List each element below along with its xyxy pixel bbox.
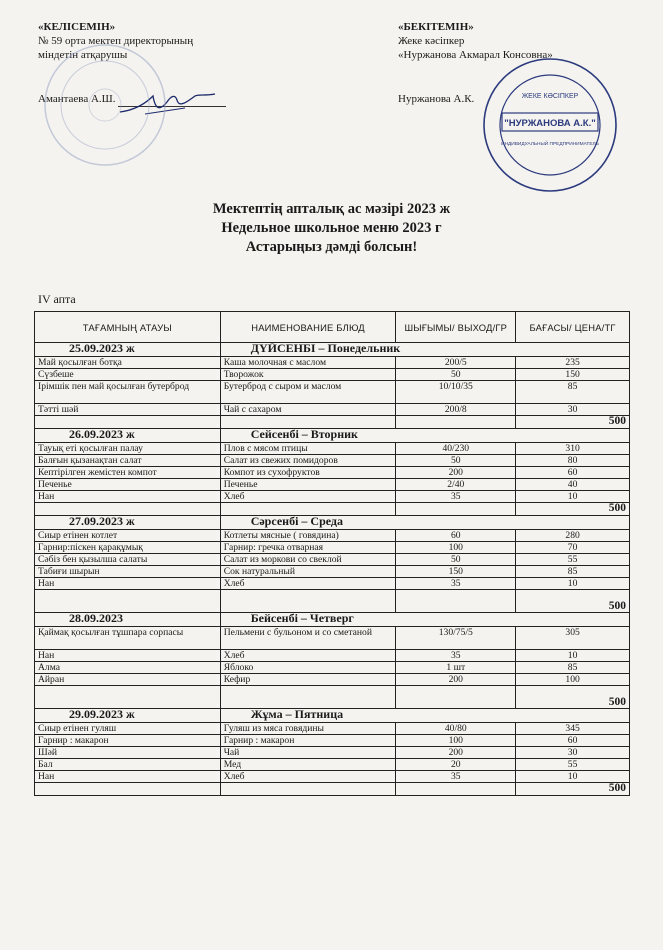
item-ru-name: Пельмени с бульоном и со сметаной: [220, 627, 396, 650]
empty-cell: [35, 686, 221, 709]
menu-title: [0, 200, 663, 257]
item-kz-name: Балғын қызанақтан салат: [35, 455, 221, 467]
approval-left-line2: міндетін атқарушы: [38, 49, 128, 61]
item-ru-name: Каша молочная с маслом: [220, 357, 396, 369]
item-price: 10: [516, 491, 630, 503]
day-total: 500: [516, 783, 630, 796]
item-price: 60: [516, 467, 630, 479]
item-output: 50: [396, 554, 516, 566]
item-output: 100: [396, 542, 516, 554]
day-date: 26.09.2023 ж: [35, 429, 221, 443]
table-row: [35, 467, 630, 479]
item-ru-name: Компот из сухофруктов: [220, 467, 396, 479]
approval-right-line1: Жеке кәсіпкер: [398, 35, 465, 47]
item-price: 345: [516, 723, 630, 735]
day-header-row: [35, 613, 630, 627]
title-line-wish: Астарыңыз дәмді болсын!: [245, 239, 418, 255]
item-price: 235: [516, 357, 630, 369]
empty-cell: [396, 416, 516, 429]
item-kz-name: Алма: [35, 662, 221, 674]
item-kz-name: Нан: [35, 650, 221, 662]
item-ru-name: Хлеб: [220, 650, 396, 662]
item-output: 50: [396, 369, 516, 381]
item-kz-name: Ірімшік пен май қосылған бутерброд: [35, 381, 221, 404]
table-row: [35, 566, 630, 578]
item-ru-name: Бутерброд с сыром и маслом: [220, 381, 396, 404]
item-output: 200/5: [396, 357, 516, 369]
table-row: [35, 735, 630, 747]
item-kz-name: Кептірілген жемістен компот: [35, 467, 221, 479]
day-name: Жұма – Пятница: [220, 709, 629, 723]
item-ru-name: Печенье: [220, 479, 396, 491]
table-row: [35, 530, 630, 542]
item-ru-name: Хлеб: [220, 491, 396, 503]
item-output: 200: [396, 467, 516, 479]
table-header-row: [35, 312, 630, 343]
table-row: [35, 381, 630, 404]
header-price: БАҒАСЫ/ ЦЕНА/ТГ: [516, 312, 630, 343]
table-row: [35, 747, 630, 759]
item-output: 200: [396, 747, 516, 759]
day-name: Сәрсенбі – Среда: [220, 516, 629, 530]
empty-cell: [220, 783, 396, 796]
item-price: 60: [516, 735, 630, 747]
item-output: 50: [396, 455, 516, 467]
item-price: 30: [516, 747, 630, 759]
empty-cell: [396, 503, 516, 516]
day-date: 25.09.2023 ж: [35, 343, 221, 357]
item-ru-name: Котлеты мясные ( говядина): [220, 530, 396, 542]
table-row: [35, 479, 630, 491]
item-price: 85: [516, 662, 630, 674]
approval-left-head: «КЕЛІСЕМІН»: [38, 21, 116, 33]
table-row: [35, 443, 630, 455]
item-price: 10: [516, 650, 630, 662]
approval-left-line1: № 59 орта мектеп директорының: [38, 35, 194, 47]
item-kz-name: Тауық еті қосылған палау: [35, 443, 221, 455]
item-kz-name: Нан: [35, 491, 221, 503]
item-kz-name: Май қосылған ботқа: [35, 357, 221, 369]
empty-cell: [396, 686, 516, 709]
item-price: 70: [516, 542, 630, 554]
item-ru-name: Гарнир : макарон: [220, 735, 396, 747]
item-ru-name: Салат из свежих помидоров: [220, 455, 396, 467]
item-output: 35: [396, 491, 516, 503]
item-ru-name: Хлеб: [220, 578, 396, 590]
item-output: 40/80: [396, 723, 516, 735]
table-row: [35, 674, 630, 686]
item-price: 55: [516, 554, 630, 566]
item-price: 30: [516, 404, 630, 416]
day-total: 500: [516, 590, 630, 613]
item-output: 10/10/35: [396, 381, 516, 404]
table-row: [35, 404, 630, 416]
item-ru-name: Салат из моркови со свеклой: [220, 554, 396, 566]
item-price: 80: [516, 455, 630, 467]
title-line-ru: Недельное школьное меню 2023 г: [221, 220, 442, 236]
item-ru-name: Гарнир: гречка отварная: [220, 542, 396, 554]
empty-cell: [35, 590, 221, 613]
item-kz-name: Қаймақ қосылған тұшпара сорпасы: [35, 627, 221, 650]
day-header-row: [35, 343, 630, 357]
item-kz-name: Сиыр етінен котлет: [35, 530, 221, 542]
item-ru-name: Сок натуральный: [220, 566, 396, 578]
table-row: [35, 554, 630, 566]
approval-left-name: Амантаева А.Ш.: [38, 93, 116, 105]
approval-right-head: «БЕКІТЕМІН»: [398, 21, 474, 33]
table-row: [35, 455, 630, 467]
item-kz-name: Нан: [35, 578, 221, 590]
item-output: 35: [396, 771, 516, 783]
table-row: [35, 771, 630, 783]
table-row: [35, 723, 630, 735]
item-kz-name: Сиыр етінен гуляш: [35, 723, 221, 735]
day-total: 500: [516, 416, 630, 429]
table-row: [35, 578, 630, 590]
item-kz-name: Айран: [35, 674, 221, 686]
title-line-kz: Мектептің апталық ас мәзірі 2023 ж: [212, 201, 451, 217]
item-kz-name: Табиғи шырын: [35, 566, 221, 578]
day-date: 28.09.2023: [35, 613, 221, 627]
item-kz-name: Сәбіз бен қызылша салаты: [35, 554, 221, 566]
menu-table: [34, 311, 630, 796]
item-price: 85: [516, 381, 630, 404]
item-kz-name: Сүзбеше: [35, 369, 221, 381]
day-total: 500: [516, 503, 630, 516]
day-total-row: [35, 590, 630, 613]
item-output: 35: [396, 650, 516, 662]
item-kz-name: Шәй: [35, 747, 221, 759]
table-row: [35, 650, 630, 662]
table-row: [35, 369, 630, 381]
item-kz-name: Гарнир:піскен қарақұмық: [35, 542, 221, 554]
item-ru-name: Мед: [220, 759, 396, 771]
item-output: 150: [396, 566, 516, 578]
empty-cell: [396, 590, 516, 613]
empty-cell: [35, 783, 221, 796]
day-name: ДҮЙСЕНБІ – Понедельник: [220, 343, 629, 357]
stamp-note: ИНДИВИДУАЛЬНЫЙ ПРЕДПРИНИМАТЕЛЬ: [501, 142, 599, 147]
item-output: 2/40: [396, 479, 516, 491]
empty-cell: [220, 686, 396, 709]
header-output: ШЫҒЫМЫ/ ВЫХОД/ГР: [396, 312, 516, 343]
item-price: 10: [516, 578, 630, 590]
item-output: 60: [396, 530, 516, 542]
item-output: 100: [396, 735, 516, 747]
item-ru-name: Гуляш из мяса говядины: [220, 723, 396, 735]
table-row: [35, 491, 630, 503]
day-date: 27.09.2023 ж: [35, 516, 221, 530]
item-ru-name: Чай: [220, 747, 396, 759]
item-output: 35: [396, 578, 516, 590]
item-price: 40: [516, 479, 630, 491]
table-row: [35, 662, 630, 674]
item-ru-name: Хлеб: [220, 771, 396, 783]
stamp-center-text: "НУРЖАНОВА А.К.": [504, 118, 596, 129]
header-ru-name: НАИМЕНОВАНИЕ БЛЮД: [220, 312, 396, 343]
item-ru-name: Кефир: [220, 674, 396, 686]
item-price: 55: [516, 759, 630, 771]
item-price: 100: [516, 674, 630, 686]
stamp-subtitle: ЖЕКЕ КӘСІПКЕР: [521, 93, 579, 100]
approval-right-name: Нуржанова А.К.: [398, 93, 475, 105]
day-header-row: [35, 429, 630, 443]
day-header-row: [35, 709, 630, 723]
item-kz-name: Нан: [35, 771, 221, 783]
item-output: 1 шт: [396, 662, 516, 674]
item-kz-name: Печенье: [35, 479, 221, 491]
item-output: 20: [396, 759, 516, 771]
stamp-right: [480, 55, 620, 195]
day-name: Бейсенбі – Четверг: [220, 613, 629, 627]
item-price: 10: [516, 771, 630, 783]
item-ru-name: Творожок: [220, 369, 396, 381]
item-price: 150: [516, 369, 630, 381]
week-label: IV апта: [38, 292, 76, 306]
item-price: 85: [516, 566, 630, 578]
day-total-row: [35, 686, 630, 709]
item-ru-name: Чай с сахаром: [220, 404, 396, 416]
item-price: 305: [516, 627, 630, 650]
day-date: 29.09.2023 ж: [35, 709, 221, 723]
day-header-row: [35, 516, 630, 530]
item-output: 40/230: [396, 443, 516, 455]
table-row: [35, 357, 630, 369]
item-output: 200/8: [396, 404, 516, 416]
item-ru-name: Яблоко: [220, 662, 396, 674]
empty-cell: [396, 783, 516, 796]
approval-right-line2: «Нуржанова Акмарал Консовна»: [398, 49, 553, 61]
item-price: 280: [516, 530, 630, 542]
item-ru-name: Плов с мясом птицы: [220, 443, 396, 455]
item-output: 200: [396, 674, 516, 686]
item-kz-name: Бал: [35, 759, 221, 771]
stamp-left: [40, 40, 170, 170]
table-row: [35, 627, 630, 650]
item-kz-name: Гарнир : макарон: [35, 735, 221, 747]
empty-cell: [220, 590, 396, 613]
day-total-row: [35, 783, 630, 796]
day-name: Сейсенбі – Вторник: [220, 429, 629, 443]
table-row: [35, 542, 630, 554]
header-kz-name: ТАҒАМНЫҢ АТАУЫ: [35, 312, 221, 343]
day-total: 500: [516, 686, 630, 709]
item-output: 130/75/5: [396, 627, 516, 650]
table-row: [35, 759, 630, 771]
item-price: 310: [516, 443, 630, 455]
item-kz-name: Тәтті шәй: [35, 404, 221, 416]
